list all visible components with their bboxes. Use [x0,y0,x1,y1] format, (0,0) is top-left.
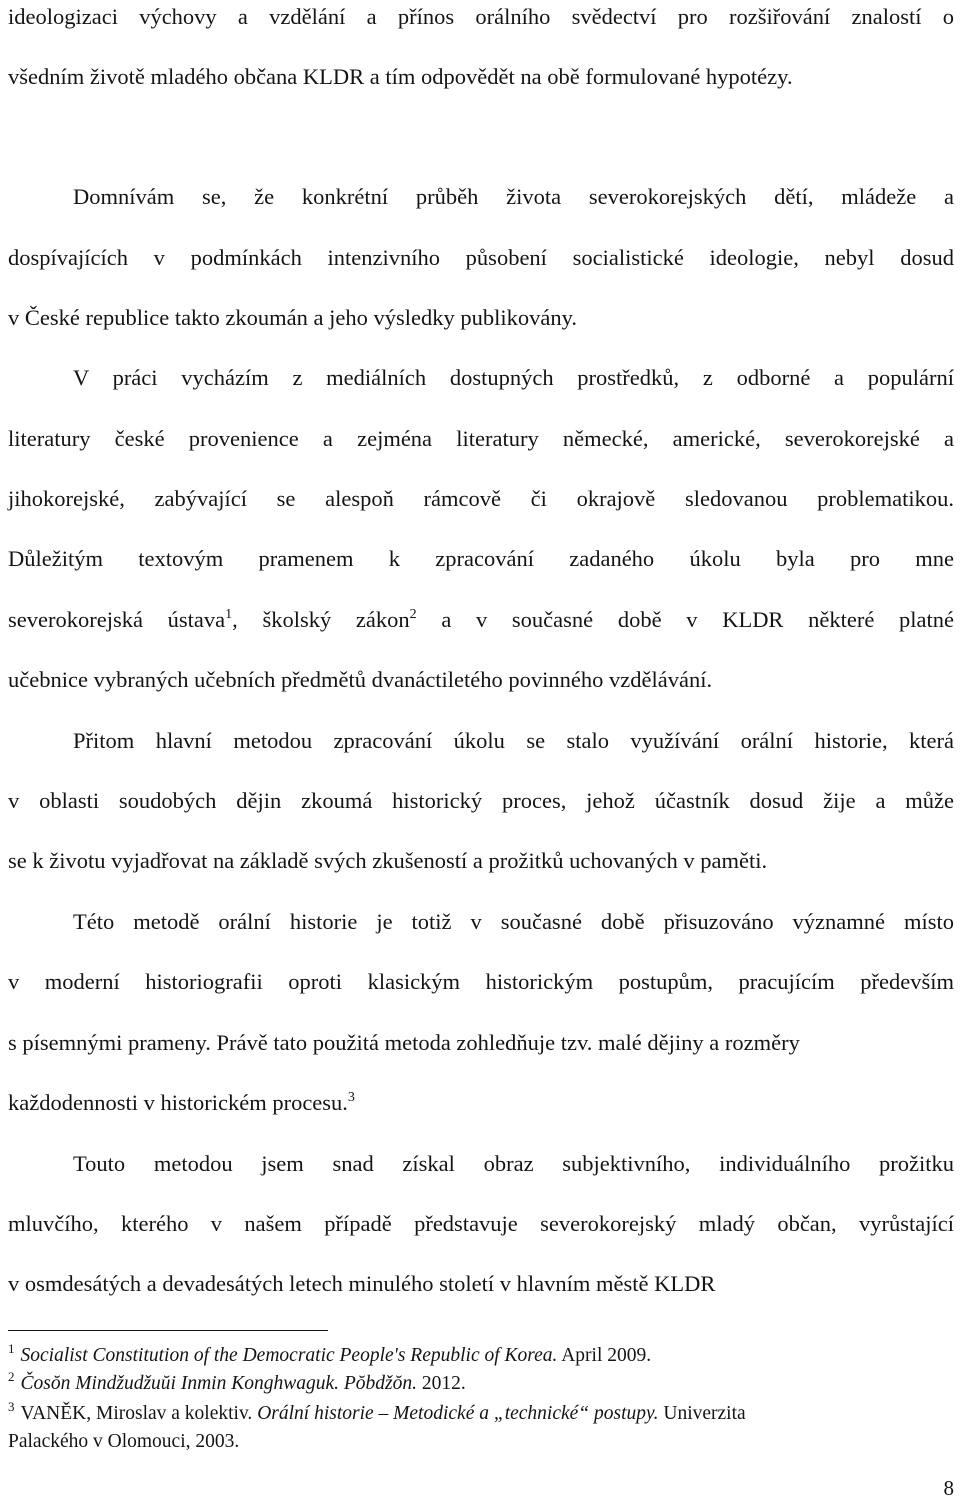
text-line: Touto metodou jsem snad získal obraz subjektivního, individuálního prožitku [73,1151,954,1176]
text-line: Této metodě orální historie je totiž v současné době přisuzováno významné místo [73,909,954,934]
text-fragment: a v současné době v KLDR některé platné [416,607,954,632]
text-line: všedním životě mladého občana KLDR a tím odpovědět na obě formulované hypotézy. [8,64,793,89]
footnote-ref-1: 1 [225,607,233,622]
footnote-2 [8,1371,954,1397]
footnote-ref-3: 3 [347,1090,355,1105]
footnote-text: VANĚK, Miroslav a kolektiv. [20,1403,258,1424]
footnote-number: 1 [8,1341,15,1356]
text-line: V práci vycházím z mediálních dostupných prostředků, z odborné a populární [73,365,954,390]
footnote-text: 2012. [417,1373,466,1394]
page-number: 8 [943,1476,954,1500]
footnote-3-continuation: Palackého v Olomouci, 2003. [8,1431,240,1452]
text-line: dospívajících v podmínkách intenzivního působení socialistické ideologie, nebyl dosud [8,245,954,270]
footnote-title: Socialist Constitution of the Democratic People's Republic of Korea. [20,1345,558,1366]
footnote-ref-2: 2 [409,607,417,622]
text-line: učebnice vybraných učebních předmětů dvanáctiletého povinného vzdělávání. [8,667,713,692]
text-line: ideologizaci výchovy a vzdělání a přínos orálního svědectví pro rozšiřování znalostí o [8,4,954,29]
text-line: Domnívám se, že konkrétní průběh života severokorejských dětí, mládeže a [73,184,954,209]
text-line: Důležitým textovým pramenem k zpracování zadaného úkolu byla pro mne [8,546,954,571]
footnote-number: 2 [8,1369,15,1384]
text-line: v moderní historiografii oproti klasickým historickým postupům, pracujícím především [8,969,954,994]
footnote-text: April 2009. [557,1345,652,1366]
text-fragment: každodennosti v historickém procesu. [8,1090,348,1115]
footnote-text: Univerzita [658,1403,746,1424]
text-fragment: , školský zákon [232,607,410,632]
text-line [8,1088,954,1118]
text-line: v České republice takto zkoumán a jeho výsledky publikovány. [8,305,578,330]
text-line: jihokorejské, zabývající se alespoň rámcově či okrajově sledovanou problematikou. [8,486,954,511]
footnote-title: Orální historie – Metodické a „technické“ postupy. [257,1403,659,1424]
footnote-title: Čosŏn Mindžudžuŭi Inmin Konghwaguk. Pŏbdžŏn. [20,1373,418,1394]
text-line: Přitom hlavní metodou zpracování úkolu se stalo využívání orální historie, která [73,728,954,753]
text-line: v osmdesátých a devadesátých letech minulého století v hlavním městě KLDR [8,1271,716,1296]
footnote-divider [8,1330,328,1331]
footnote-3 [8,1401,954,1427]
text-line: v oblasti soudobých dějin zkoumá historický proces, jehož účastník dosud žije a může [8,788,954,813]
text-line: mluvčího, kterého v našem případě představuje severokorejský mladý občan, vyrůstající [8,1211,954,1236]
text-line: literatury české provenience a zejména literatury německé, americké, severokorejské a [8,426,954,451]
footnote-1 [8,1343,954,1369]
text-line: se k životu vyjadřovat na základě svých zkušeností a prožitků uchovaných v paměti. [8,848,768,873]
text-fragment: severokorejská ústava [8,607,226,632]
text-line [8,605,954,635]
footnote-number: 3 [8,1399,15,1414]
text-line: s písemnými prameny. Právě tato použitá metoda zohledňuje tzv. malé dějiny a rozměry [8,1030,800,1055]
